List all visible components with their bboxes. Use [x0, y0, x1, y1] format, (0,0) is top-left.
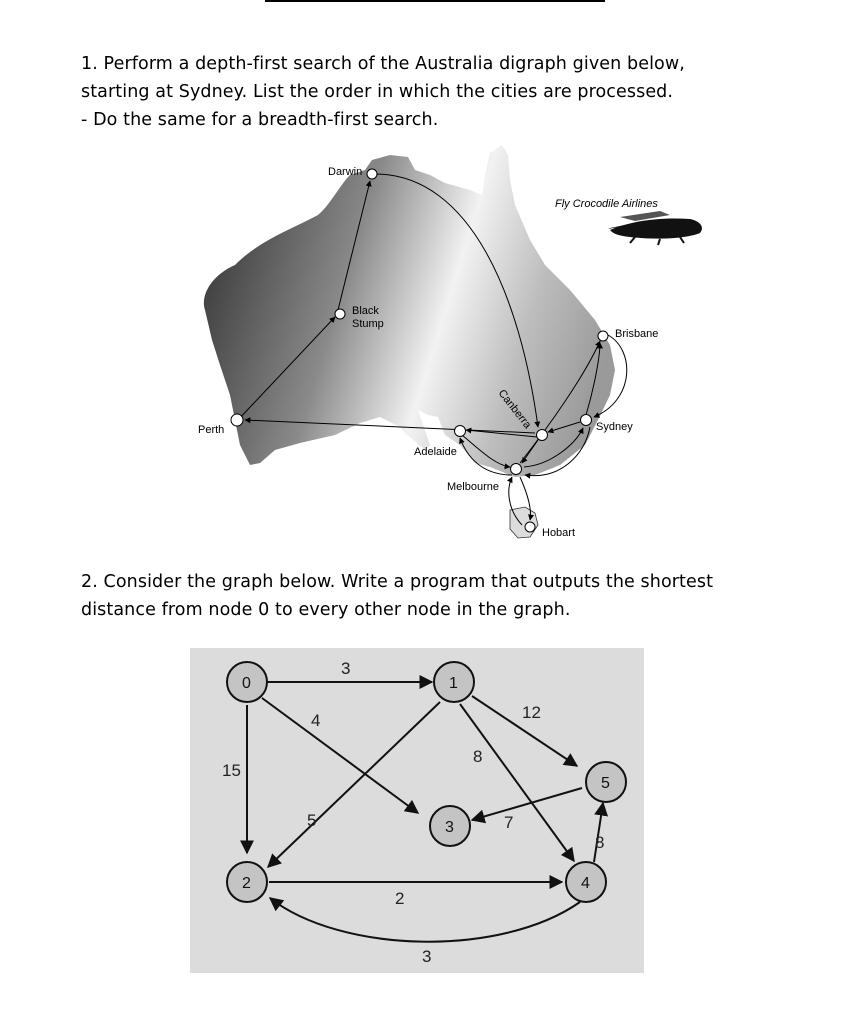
weight-2-4: 2 — [395, 889, 405, 908]
node-black-stump — [335, 309, 345, 319]
weight-4-5: 8 — [595, 833, 605, 852]
label-brisbane: Brisbane — [615, 328, 659, 340]
node-4-label: 4 — [581, 875, 590, 892]
node-perth — [231, 414, 243, 426]
airline-label: Fly Crocodile Airlines — [555, 198, 658, 210]
node-0-label: 0 — [242, 675, 251, 692]
weighted-digraph — [190, 648, 644, 973]
weight-0-2: 15 — [222, 761, 241, 780]
question-1-line-2: starting at Sydney. List the order in which the cities are processed. — [81, 82, 674, 102]
node-brisbane — [598, 331, 608, 341]
label-adelaide: Adelaide — [414, 446, 457, 458]
node-darwin — [367, 169, 377, 179]
question-2 — [81, 568, 801, 624]
node-sydney — [581, 415, 592, 426]
question-2-line-2: distance from node 0 to every other node in the graph. — [81, 600, 571, 620]
node-canberra — [537, 430, 548, 441]
node-hobart — [525, 522, 535, 532]
weight-0-1: 3 — [341, 659, 351, 678]
tasmania — [510, 507, 538, 538]
label-darwin: Darwin — [328, 166, 363, 178]
weight-4-2: 3 — [422, 947, 432, 966]
weight-0-3: 4 — [311, 711, 321, 730]
label-sydney: Sydney — [596, 421, 633, 433]
weight-1-4: 8 — [473, 747, 483, 766]
question-2-line-1: 2. Consider the graph below. Write a program that outputs the shortest — [81, 572, 714, 592]
label-black-stump-1: Black — [352, 305, 379, 317]
label-melbourne: Melbourne — [447, 481, 499, 493]
node-2-label: 2 — [242, 875, 251, 892]
node-adelaide — [455, 426, 466, 437]
node-5-label: 5 — [601, 775, 610, 792]
top-rule — [265, 0, 605, 2]
crocodile-logo — [608, 211, 702, 245]
question-1 — [81, 50, 781, 134]
question-1-line-1: 1. Perform a depth-first search of the Australia digraph given below, — [81, 54, 685, 74]
australia-digraph-map — [190, 145, 730, 545]
weight-1-5: 12 — [522, 703, 541, 722]
node-1-label: 1 — [449, 675, 458, 692]
weight-5-3: 7 — [504, 813, 514, 832]
weight-1-2: 5 — [307, 811, 317, 830]
label-hobart: Hobart — [542, 527, 576, 539]
question-1-line-3: - Do the same for a breadth-first search. — [81, 110, 439, 130]
label-canberra: Canberra — [495, 387, 534, 431]
node-melbourne — [511, 464, 522, 475]
label-black-stump-2: Stump — [352, 318, 384, 330]
node-3-label: 3 — [445, 819, 454, 836]
label-perth: Perth — [198, 424, 225, 436]
